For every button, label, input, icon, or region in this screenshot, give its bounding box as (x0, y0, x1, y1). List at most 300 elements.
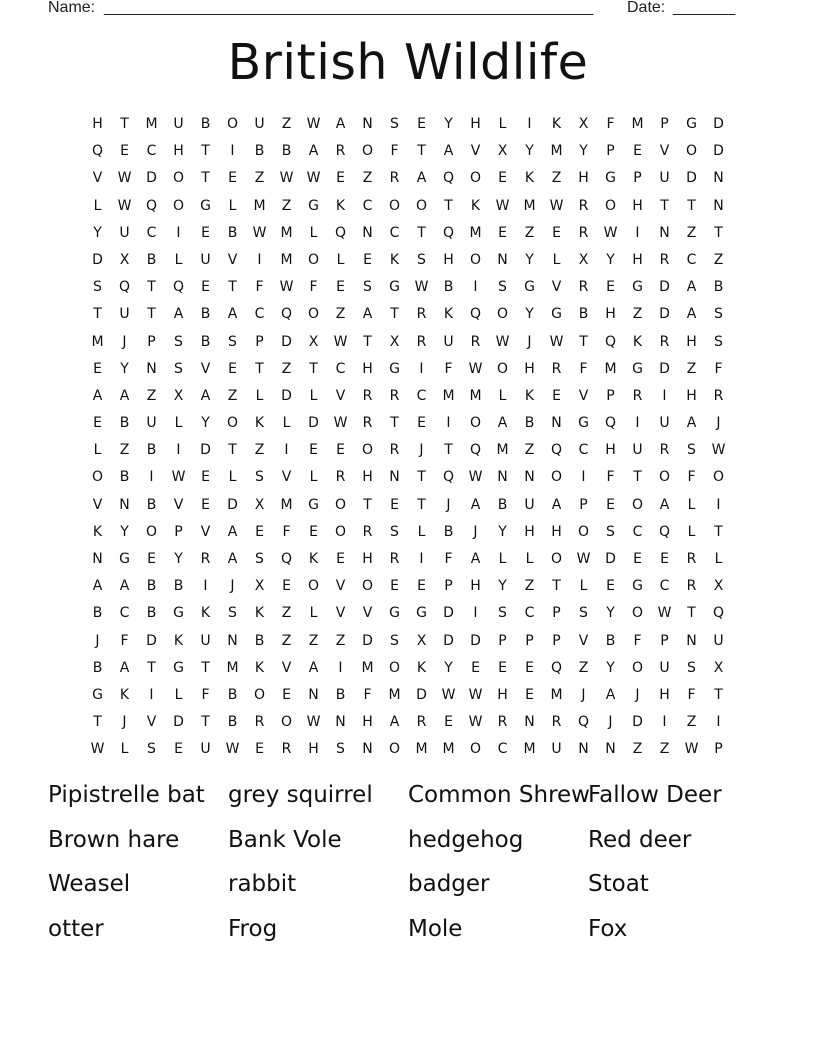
grid-letter[interactable]: M (523, 197, 536, 214)
grid-letter[interactable]: K (92, 523, 103, 540)
grid-letter[interactable]: L (309, 605, 318, 622)
grid-letter[interactable]: T (147, 659, 156, 676)
grid-letter[interactable]: Q (145, 197, 158, 214)
grid-letter[interactable]: O (415, 197, 428, 214)
grid-letter[interactable]: G (389, 279, 400, 296)
grid-letter[interactable]: N (119, 496, 130, 513)
grid-letter[interactable]: M (442, 387, 455, 404)
grid-letter[interactable]: U (443, 333, 454, 350)
grid-letter[interactable]: K (200, 605, 211, 622)
grid-letter[interactable]: C (146, 224, 157, 241)
grid-letter[interactable]: R (254, 714, 265, 731)
grid-letter[interactable]: S (687, 442, 696, 459)
grid-letter[interactable]: R (659, 333, 670, 350)
grid-letter[interactable]: K (308, 551, 319, 567)
grid-letter[interactable]: J (230, 578, 235, 595)
grid-letter[interactable]: K (416, 659, 427, 676)
grid-letter[interactable]: X (497, 143, 508, 160)
grid-letter[interactable]: F (282, 523, 291, 540)
grid-letter[interactable]: W (252, 224, 267, 241)
grid-letter[interactable]: L (417, 523, 426, 540)
grid-letter[interactable]: W (495, 333, 510, 350)
grid-letter[interactable]: J (608, 714, 613, 731)
grid-letter[interactable]: O (631, 659, 644, 676)
grid-letter[interactable]: Y (120, 523, 129, 540)
grid-letter[interactable]: R (551, 360, 562, 377)
grid-letter[interactable]: K (335, 197, 346, 214)
grid-letter[interactable]: T (714, 224, 723, 241)
grid-letter[interactable]: B (443, 523, 454, 540)
grid-letter[interactable]: R (416, 306, 427, 323)
grid-letter[interactable]: B (92, 659, 103, 676)
grid-letter[interactable]: U (146, 415, 157, 432)
grid-letter[interactable]: R (335, 143, 346, 160)
grid-letter[interactable]: E (606, 578, 615, 595)
grid-letter[interactable]: V (578, 632, 589, 649)
grid-letter[interactable]: R (416, 714, 427, 731)
grid-letter[interactable]: F (606, 116, 615, 132)
grid-letter[interactable]: G (632, 578, 643, 595)
grid-letter[interactable]: V (281, 469, 292, 486)
grid-letter[interactable]: B (497, 496, 508, 513)
grid-letter[interactable]: N (659, 224, 670, 241)
grid-letter[interactable]: O (307, 251, 320, 268)
grid-letter[interactable]: Z (524, 224, 535, 241)
grid-letter[interactable]: Y (444, 116, 453, 132)
grid-letter[interactable]: N (227, 632, 238, 649)
grid-letter[interactable]: P (174, 523, 183, 540)
grid-letter[interactable]: W (279, 279, 294, 296)
grid-letter[interactable]: T (390, 415, 399, 432)
grid-letter[interactable]: E (498, 224, 507, 241)
grid-letter[interactable]: G (605, 170, 616, 187)
grid-letter[interactable]: A (119, 659, 130, 676)
grid-letter[interactable]: C (146, 143, 157, 160)
grid-letter[interactable]: W (549, 197, 564, 214)
grid-letter[interactable]: Z (227, 387, 238, 404)
grid-letter[interactable]: H (605, 306, 616, 323)
grid-letter[interactable]: A (119, 578, 130, 595)
grid-letter[interactable]: O (685, 143, 698, 160)
grid-letter[interactable]: T (579, 333, 588, 350)
grid-letter[interactable]: D (713, 116, 724, 132)
grid-letter[interactable]: I (230, 143, 235, 160)
grid-letter[interactable]: L (498, 387, 507, 404)
grid-letter[interactable]: Y (525, 143, 534, 160)
grid-letter[interactable]: F (633, 632, 642, 649)
grid-letter[interactable]: H (659, 686, 670, 703)
grid-letter[interactable]: V (578, 387, 589, 404)
grid-letter[interactable]: W (468, 360, 483, 377)
grid-letter[interactable]: W (306, 170, 321, 187)
grid-letter[interactable]: R (578, 279, 589, 296)
grid-letter[interactable]: E (336, 551, 345, 567)
grid-letter[interactable]: U (659, 415, 670, 432)
grid-letter[interactable]: Z (551, 170, 562, 187)
grid-letter[interactable]: F (714, 360, 723, 377)
grid-letter[interactable]: W (171, 469, 186, 486)
grid-letter[interactable]: A (416, 170, 427, 187)
grid-letter[interactable]: M (91, 333, 104, 350)
grid-letter[interactable]: N (497, 469, 508, 486)
grid-letter[interactable]: O (577, 523, 590, 540)
grid-letter[interactable]: V (281, 659, 292, 676)
grid-letter[interactable]: C (578, 442, 589, 459)
grid-letter[interactable]: P (606, 387, 615, 404)
grid-letter[interactable]: F (201, 686, 210, 703)
grid-letter[interactable]: P (633, 170, 642, 187)
grid-letter[interactable]: O (550, 469, 563, 486)
grid-letter[interactable]: B (200, 306, 211, 323)
grid-letter[interactable]: Y (174, 551, 183, 567)
grid-letter[interactable]: T (228, 442, 237, 459)
grid-letter[interactable]: T (147, 279, 156, 296)
grid-letter[interactable]: X (578, 251, 589, 268)
grid-letter[interactable]: E (174, 741, 183, 758)
grid-letter[interactable]: E (201, 279, 210, 296)
grid-letter[interactable]: M (280, 224, 293, 241)
grid-letter[interactable]: Z (335, 306, 346, 323)
grid-letter[interactable]: C (416, 387, 427, 404)
grid-letter[interactable]: Z (686, 360, 697, 377)
grid-letter[interactable]: H (632, 251, 643, 268)
grid-letter[interactable]: L (93, 442, 102, 459)
grid-letter[interactable]: T (93, 306, 102, 323)
grid-letter[interactable]: C (686, 251, 697, 268)
grid-letter[interactable]: A (227, 306, 238, 323)
grid-letter[interactable]: A (605, 686, 616, 703)
grid-letter[interactable]: L (174, 251, 183, 268)
grid-letter[interactable]: D (659, 306, 670, 323)
grid-letter[interactable]: T (552, 578, 561, 595)
grid-letter[interactable]: I (662, 714, 667, 731)
grid-letter[interactable]: E (417, 116, 426, 132)
grid-letter[interactable]: B (605, 632, 616, 649)
grid-letter[interactable]: Q (469, 306, 482, 323)
grid-letter[interactable]: Y (525, 306, 534, 323)
grid-letter[interactable]: L (498, 116, 507, 132)
grid-letter[interactable]: F (120, 632, 129, 649)
grid-letter[interactable]: E (201, 469, 210, 486)
grid-letter[interactable]: K (524, 170, 535, 187)
grid-letter[interactable]: O (226, 116, 239, 132)
grid-letter[interactable]: J (446, 496, 451, 513)
grid-letter[interactable]: E (444, 714, 453, 731)
grid-letter[interactable]: V (335, 605, 346, 622)
grid-letter[interactable]: C (389, 224, 400, 241)
grid-letter[interactable]: T (120, 116, 129, 132)
grid-letter[interactable]: S (417, 251, 426, 268)
grid-letter[interactable]: C (362, 197, 373, 214)
grid-letter[interactable]: V (227, 251, 238, 268)
grid-letter[interactable]: T (363, 333, 372, 350)
grid-letter[interactable]: I (635, 224, 640, 241)
grid-letter[interactable]: Z (254, 170, 265, 187)
grid-letter[interactable]: T (444, 442, 453, 459)
grid-letter[interactable]: T (363, 496, 372, 513)
grid-letter[interactable]: R (659, 251, 670, 268)
grid-letter[interactable]: N (605, 741, 616, 758)
grid-letter[interactable]: R (578, 197, 589, 214)
grid-letter[interactable]: E (282, 686, 291, 703)
grid-letter[interactable]: R (686, 551, 697, 567)
grid-letter[interactable]: T (714, 686, 723, 703)
grid-letter[interactable]: M (469, 387, 482, 404)
grid-letter[interactable]: O (631, 605, 644, 622)
grid-letter[interactable]: O (469, 741, 482, 758)
grid-letter[interactable]: M (469, 224, 482, 241)
grid-letter[interactable]: A (470, 551, 481, 567)
grid-letter[interactable]: S (255, 469, 264, 486)
grid-letter[interactable]: N (524, 469, 535, 486)
grid-letter[interactable]: Q (658, 523, 671, 540)
grid-letter[interactable]: A (659, 496, 670, 513)
grid-letter[interactable]: N (362, 116, 373, 132)
grid-letter[interactable]: E (606, 279, 615, 296)
grid-letter[interactable]: L (174, 686, 183, 703)
grid-letter[interactable]: T (687, 197, 696, 214)
grid-letter[interactable]: Y (525, 251, 534, 268)
grid-letter[interactable]: X (578, 116, 589, 132)
grid-letter[interactable]: V (335, 387, 346, 404)
grid-letter[interactable]: R (200, 551, 211, 567)
grid-letter[interactable]: S (390, 523, 399, 540)
grid-letter[interactable]: X (713, 659, 724, 676)
grid-letter[interactable]: B (254, 632, 265, 649)
grid-letter[interactable]: Q (712, 605, 725, 622)
grid-letter[interactable]: W (441, 686, 456, 703)
grid-letter[interactable]: Y (498, 578, 507, 595)
grid-letter[interactable]: C (497, 741, 508, 758)
grid-letter[interactable]: Q (334, 224, 347, 241)
grid-letter[interactable]: G (389, 605, 400, 622)
grid-letter[interactable]: T (201, 143, 210, 160)
grid-letter[interactable]: Z (308, 632, 319, 649)
grid-letter[interactable]: Q (280, 551, 293, 567)
grid-letter[interactable]: I (716, 496, 721, 513)
grid-letter[interactable]: H (551, 523, 562, 540)
grid-letter[interactable]: D (470, 632, 481, 649)
grid-letter[interactable]: U (200, 251, 211, 268)
grid-letter[interactable]: X (254, 496, 265, 513)
grid-letter[interactable]: Z (119, 442, 130, 459)
grid-letter[interactable]: I (149, 686, 154, 703)
grid-letter[interactable]: H (92, 116, 103, 132)
grid-letter[interactable]: S (174, 360, 183, 377)
grid-letter[interactable]: E (309, 523, 318, 540)
grid-letter[interactable]: O (145, 523, 158, 540)
grid-letter[interactable]: K (173, 632, 184, 649)
grid-letter[interactable]: M (442, 741, 455, 758)
grid-letter[interactable]: Z (632, 306, 643, 323)
grid-letter[interactable]: E (660, 551, 669, 567)
grid-letter[interactable]: A (686, 415, 697, 432)
grid-letter[interactable]: B (200, 333, 211, 350)
grid-letter[interactable]: G (200, 197, 211, 214)
grid-letter[interactable]: X (119, 251, 130, 268)
grid-letter[interactable]: Q (604, 333, 617, 350)
grid-letter[interactable]: O (388, 741, 401, 758)
grid-letter[interactable]: W (414, 279, 429, 296)
grid-letter[interactable]: O (172, 170, 185, 187)
grid-letter[interactable]: U (200, 632, 211, 649)
grid-letter[interactable]: Z (686, 714, 697, 731)
grid-letter[interactable]: T (201, 170, 210, 187)
grid-letter[interactable]: R (497, 714, 508, 731)
grid-letter[interactable]: B (443, 279, 454, 296)
grid-letter[interactable]: B (227, 714, 238, 731)
grid-letter[interactable]: V (173, 496, 184, 513)
grid-letter[interactable]: E (120, 143, 129, 160)
grid-letter[interactable]: P (714, 741, 723, 758)
grid-letter[interactable]: E (255, 741, 264, 758)
grid-letter[interactable]: I (203, 578, 208, 595)
grid-letter[interactable]: H (362, 360, 373, 377)
grid-letter[interactable]: L (228, 469, 237, 486)
grid-letter[interactable]: O (226, 415, 239, 432)
grid-letter[interactable]: J (527, 333, 532, 350)
grid-letter[interactable]: F (309, 279, 318, 296)
grid-letter[interactable]: S (336, 741, 345, 758)
grid-letter[interactable]: I (473, 605, 478, 622)
grid-letter[interactable]: A (497, 415, 508, 432)
grid-letter[interactable]: Y (579, 143, 588, 160)
grid-letter[interactable]: B (146, 578, 157, 595)
grid-letter[interactable]: F (687, 469, 696, 486)
grid-letter[interactable]: B (119, 415, 130, 432)
grid-letter[interactable]: R (389, 387, 400, 404)
grid-letter[interactable]: J (716, 415, 721, 432)
grid-letter[interactable]: R (578, 224, 589, 241)
grid-letter[interactable]: G (632, 279, 643, 296)
grid-letter[interactable]: A (92, 578, 103, 595)
grid-letter[interactable]: O (388, 659, 401, 676)
grid-letter[interactable]: E (498, 170, 507, 187)
grid-letter[interactable]: E (147, 551, 156, 567)
grid-letter[interactable]: R (470, 333, 481, 350)
grid-letter[interactable]: E (201, 496, 210, 513)
grid-letter[interactable]: W (306, 714, 321, 731)
grid-letter[interactable]: M (253, 197, 266, 214)
grid-letter[interactable]: P (147, 333, 156, 350)
grid-letter[interactable]: H (443, 251, 454, 268)
grid-letter[interactable]: N (362, 741, 373, 758)
grid-letter[interactable]: G (92, 686, 103, 703)
grid-letter[interactable]: N (713, 197, 724, 214)
grid-letter[interactable]: R (389, 551, 400, 567)
grid-letter[interactable]: I (338, 659, 343, 676)
grid-letter[interactable]: L (228, 197, 237, 214)
grid-letter[interactable]: H (497, 686, 508, 703)
grid-letter[interactable]: U (659, 170, 670, 187)
grid-letter[interactable]: H (524, 523, 535, 540)
grid-letter[interactable]: G (389, 360, 400, 377)
grid-letter[interactable]: G (308, 197, 319, 214)
grid-letter[interactable]: B (227, 224, 238, 241)
grid-letter[interactable]: N (713, 170, 724, 187)
grid-letter[interactable]: W (549, 333, 564, 350)
grid-letter[interactable]: L (498, 551, 507, 567)
grid-letter[interactable]: Q (604, 415, 617, 432)
grid-letter[interactable]: N (362, 224, 373, 241)
grid-letter[interactable]: D (659, 360, 670, 377)
grid-letter[interactable]: U (632, 442, 643, 459)
grid-letter[interactable]: V (200, 523, 211, 540)
grid-letter[interactable]: S (93, 279, 102, 296)
grid-letter[interactable]: T (687, 605, 696, 622)
grid-letter[interactable]: X (308, 333, 319, 350)
grid-letter[interactable]: O (550, 551, 563, 567)
grid-letter[interactable]: Q (442, 224, 455, 241)
grid-letter[interactable]: N (578, 741, 589, 758)
grid-letter[interactable]: C (335, 360, 346, 377)
grid-letter[interactable]: J (122, 333, 127, 350)
grid-letter[interactable]: Z (335, 632, 346, 649)
grid-letter[interactable]: W (468, 714, 483, 731)
grid-letter[interactable]: E (417, 578, 426, 595)
grid-letter[interactable]: E (336, 279, 345, 296)
grid-letter[interactable]: R (686, 578, 697, 595)
grid-letter[interactable]: E (525, 659, 534, 676)
grid-letter[interactable]: S (498, 279, 507, 296)
grid-letter[interactable]: G (308, 496, 319, 513)
grid-letter[interactable]: O (334, 523, 347, 540)
grid-letter[interactable]: Z (146, 387, 157, 404)
grid-letter[interactable]: W (603, 224, 618, 241)
grid-letter[interactable]: E (336, 442, 345, 459)
grid-letter[interactable]: N (524, 714, 535, 731)
grid-letter[interactable]: O (712, 469, 725, 486)
grid-letter[interactable]: E (633, 143, 642, 160)
grid-letter[interactable]: P (498, 632, 507, 649)
grid-letter[interactable]: M (550, 686, 563, 703)
grid-letter[interactable]: S (147, 741, 156, 758)
grid-letter[interactable]: D (632, 714, 643, 731)
grid-letter[interactable]: Z (254, 442, 265, 459)
grid-letter[interactable]: V (200, 360, 211, 377)
grid-letter[interactable]: R (416, 333, 427, 350)
grid-letter[interactable]: R (389, 170, 400, 187)
grid-letter[interactable]: W (279, 170, 294, 187)
grid-letter[interactable]: X (173, 387, 184, 404)
grid-letter[interactable]: F (687, 686, 696, 703)
grid-letter[interactable]: H (686, 333, 697, 350)
grid-letter[interactable]: Q (550, 442, 563, 459)
grid-letter[interactable]: N (146, 360, 157, 377)
grid-letter[interactable]: I (419, 551, 424, 567)
grid-letter[interactable]: L (552, 251, 561, 268)
grid-letter[interactable]: D (443, 632, 454, 649)
grid-letter[interactable]: D (605, 551, 616, 567)
grid-letter[interactable]: A (335, 116, 346, 132)
grid-letter[interactable]: M (415, 741, 428, 758)
grid-letter[interactable]: O (658, 469, 671, 486)
grid-letter[interactable]: B (200, 116, 211, 132)
grid-letter[interactable]: D (443, 605, 454, 622)
grid-letter[interactable]: M (226, 659, 239, 676)
grid-letter[interactable]: S (714, 333, 723, 350)
grid-letter[interactable]: O (253, 686, 266, 703)
grid-letter[interactable]: E (552, 387, 561, 404)
grid-letter[interactable]: R (659, 442, 670, 459)
grid-letter[interactable]: L (687, 496, 696, 513)
grid-letter[interactable]: B (578, 306, 589, 323)
grid-letter[interactable]: O (172, 197, 185, 214)
grid-letter[interactable]: D (362, 632, 373, 649)
grid-letter[interactable]: B (524, 415, 535, 432)
grid-letter[interactable]: I (662, 387, 667, 404)
grid-letter[interactable]: W (225, 741, 240, 758)
